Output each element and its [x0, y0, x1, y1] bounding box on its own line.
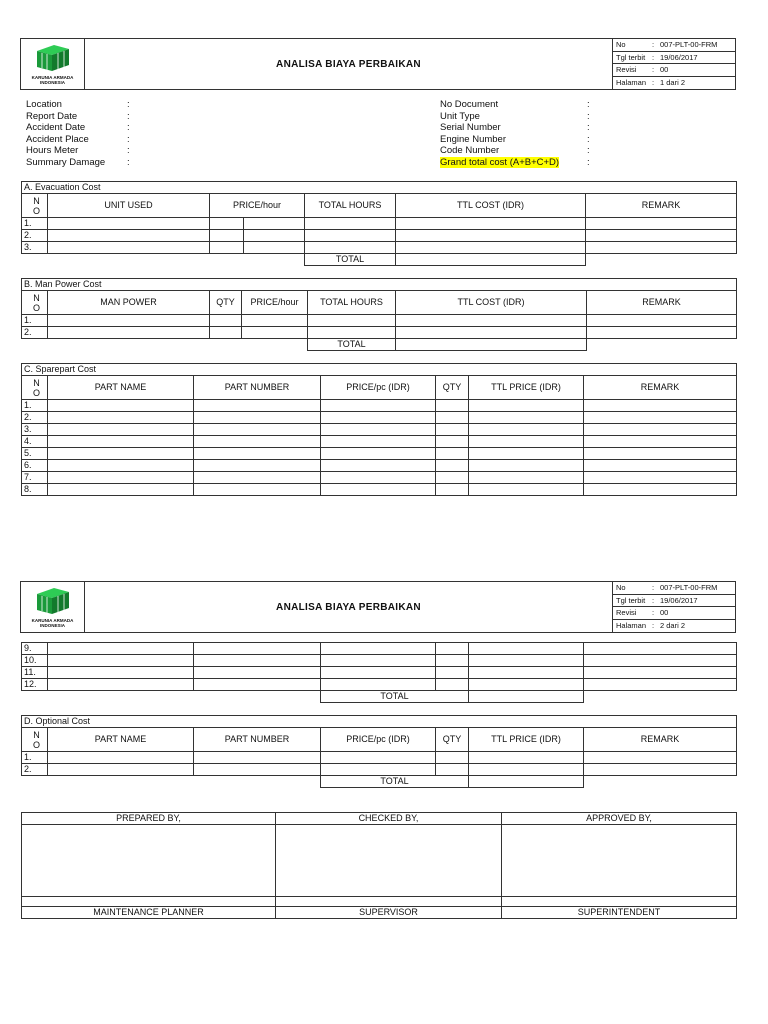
section-a-title: A. Evacuation Cost	[22, 182, 737, 194]
sparepart-cost-table	[21, 363, 737, 496]
prepared-by-role: MAINTENANCE PLANNER	[22, 907, 276, 919]
logo-text: KARUNIA ARMADA INDONESIA	[31, 618, 74, 628]
col-qty: QTY	[210, 291, 242, 315]
meta-label-revisi: Revisi	[616, 65, 637, 74]
info-label-accident-place: Accident Place	[26, 133, 89, 145]
logo-icon	[34, 586, 72, 616]
sparepart-cost-table-continued	[21, 642, 737, 703]
info-label-summary-damage: Summary Damage	[26, 156, 106, 168]
meta-label-no: No	[616, 583, 626, 592]
table-row: 2.	[22, 412, 737, 424]
evacuation-cost-table	[21, 181, 737, 266]
document-meta: No : 007-PLT-00-FRM Tgl terbit : 19/06/2017 Revisi : 00 Halaman : 1 dari 2	[612, 39, 735, 89]
total-value[interactable]	[469, 776, 584, 788]
info-label-engine-number: Engine Number	[440, 133, 507, 145]
document-meta: No : 007-PLT-00-FRM Tgl terbit : 19/06/2017 Revisi : 00 Halaman : 2 dari 2	[612, 582, 735, 632]
page1-header	[20, 38, 736, 90]
prepared-by-signature[interactable]	[22, 825, 276, 897]
no-header: N O	[22, 291, 48, 315]
col-part-name: PART NAME	[48, 728, 194, 752]
col-unit-used: UNIT USED	[48, 194, 210, 218]
total-value[interactable]	[469, 691, 584, 703]
table-row: 4.	[22, 436, 737, 448]
meta-label-tgl: Tgl terbit	[616, 52, 646, 62]
col-remark: REMARK	[584, 376, 737, 400]
meta-revisi: 00	[660, 608, 669, 617]
col-remark: REMARK	[587, 291, 737, 315]
col-man-power: MAN POWER	[48, 291, 210, 315]
meta-halaman: 1 dari 2	[660, 77, 686, 87]
info-right: No Document : Unit Type : Serial Number : Engine Number : Code Number : Grand total cost (A+B+C+D) :	[440, 99, 590, 168]
no-header: N O	[22, 194, 48, 218]
info-left: Location : Report Date : Accident Date : Accident Place : Hours Meter : Summary Damage :	[26, 99, 130, 168]
section-c-title: C. Sparepart Cost	[22, 364, 737, 376]
document-title: ANALISA BIAYA PERBAIKAN	[276, 58, 421, 70]
meta-revisi: 00	[660, 65, 669, 74]
company-logo	[21, 39, 85, 89]
table-row: 5.	[22, 448, 737, 460]
col-price-hour: PRICE/hour	[210, 194, 305, 218]
table-row: 7.	[22, 472, 737, 484]
col-ttl-cost: TTL COST (IDR)	[396, 194, 586, 218]
info-label-code-number: Code Number	[440, 145, 500, 157]
info-label-unit-type: Unit Type	[440, 110, 480, 122]
table-row: 3.	[22, 242, 737, 254]
no-header: N O	[22, 376, 48, 400]
table-row: 9.	[22, 643, 737, 655]
checked-by-role: SUPERVISOR	[276, 907, 502, 919]
document-title: ANALISA BIAYA PERBAIKAN	[276, 601, 421, 613]
table-row: 8.	[22, 484, 737, 496]
meta-label-halaman: Halaman	[616, 620, 647, 630]
col-qty: QTY	[436, 728, 469, 752]
meta-no: 007-PLT-00-FRM	[660, 583, 718, 592]
col-remark: REMARK	[584, 728, 737, 752]
table-row: 12.	[22, 679, 737, 691]
info-label-accident-date: Accident Date	[26, 122, 86, 134]
checked-by-name[interactable]	[276, 897, 502, 907]
table-row: 10.	[22, 655, 737, 667]
total-value[interactable]	[396, 254, 586, 266]
col-total-hours: TOTAL HOURS	[305, 194, 396, 218]
table-row: 1.	[22, 315, 737, 327]
approved-by-name[interactable]	[502, 897, 737, 907]
table-row: 1.	[22, 400, 737, 412]
approved-by-signature[interactable]	[502, 825, 737, 897]
optional-cost-table	[21, 715, 737, 788]
info-label-serial-number: Serial Number	[440, 122, 501, 134]
meta-halaman: 2 dari 2	[660, 620, 686, 630]
checked-by-signature[interactable]	[276, 825, 502, 897]
info-label-no-document: No Document	[440, 99, 499, 110]
meta-tgl-terbit: 19/06/2017	[660, 595, 698, 605]
logo-icon	[34, 43, 72, 73]
total-value[interactable]	[396, 339, 587, 351]
table-row: 2.	[22, 764, 737, 776]
col-remark: REMARK	[586, 194, 737, 218]
meta-tgl-terbit: 19/06/2017	[660, 52, 698, 62]
approved-by-header: APPROVED BY,	[502, 813, 737, 825]
info-label-grand-total: Grand total cost (A+B+C+D)	[440, 156, 560, 168]
col-ttl-cost: TTL COST (IDR)	[396, 291, 587, 315]
col-part-number: PART NUMBER	[194, 728, 321, 752]
total-label: TOTAL	[321, 776, 469, 788]
no-header: N O	[22, 728, 48, 752]
table-row: 2.	[22, 230, 737, 242]
table-row: 1.	[22, 218, 737, 230]
meta-no: 007-PLT-00-FRM	[660, 40, 718, 49]
col-price-pc: PRICE/pc (IDR)	[321, 728, 436, 752]
col-qty: QTY	[436, 376, 469, 400]
table-row: 1.	[22, 752, 737, 764]
checked-by-header: CHECKED BY,	[276, 813, 502, 825]
total-label: TOTAL	[305, 254, 396, 266]
info-label-hours-meter: Hours Meter	[26, 145, 79, 157]
company-logo	[21, 582, 85, 632]
col-part-number: PART NUMBER	[194, 376, 321, 400]
table-row: 3.	[22, 424, 737, 436]
section-b-title: B. Man Power Cost	[22, 279, 737, 291]
meta-label-halaman: Halaman	[616, 77, 647, 87]
total-label: TOTAL	[321, 691, 469, 703]
info-label-location: Location	[26, 99, 62, 110]
logo-text: KARUNIA ARMADA INDONESIA	[31, 75, 74, 85]
col-price-hour: PRICE/hour	[242, 291, 308, 315]
total-label: TOTAL	[308, 339, 396, 351]
page2-header	[20, 581, 736, 633]
approved-by-role: SUPERINTENDENT	[502, 907, 737, 919]
prepared-by-header: PREPARED BY,	[22, 813, 276, 825]
meta-label-no: No	[616, 40, 626, 49]
col-ttl-price: TTL PRICE (IDR)	[469, 728, 584, 752]
col-total-hours: TOTAL HOURS	[308, 291, 396, 315]
info-label-report-date: Report Date	[26, 110, 78, 122]
meta-label-revisi: Revisi	[616, 608, 637, 617]
table-row: 11.	[22, 667, 737, 679]
meta-label-tgl: Tgl terbit	[616, 595, 646, 605]
prepared-by-name[interactable]	[22, 897, 276, 907]
man-power-cost-table	[21, 278, 737, 351]
section-d-title: D. Optional Cost	[22, 716, 737, 728]
col-ttl-price: TTL PRICE (IDR)	[469, 376, 584, 400]
col-price-pc: PRICE/pc (IDR)	[321, 376, 436, 400]
table-row: 6.	[22, 460, 737, 472]
table-row: 2.	[22, 327, 737, 339]
signature-table	[21, 812, 737, 919]
col-part-name: PART NAME	[48, 376, 194, 400]
